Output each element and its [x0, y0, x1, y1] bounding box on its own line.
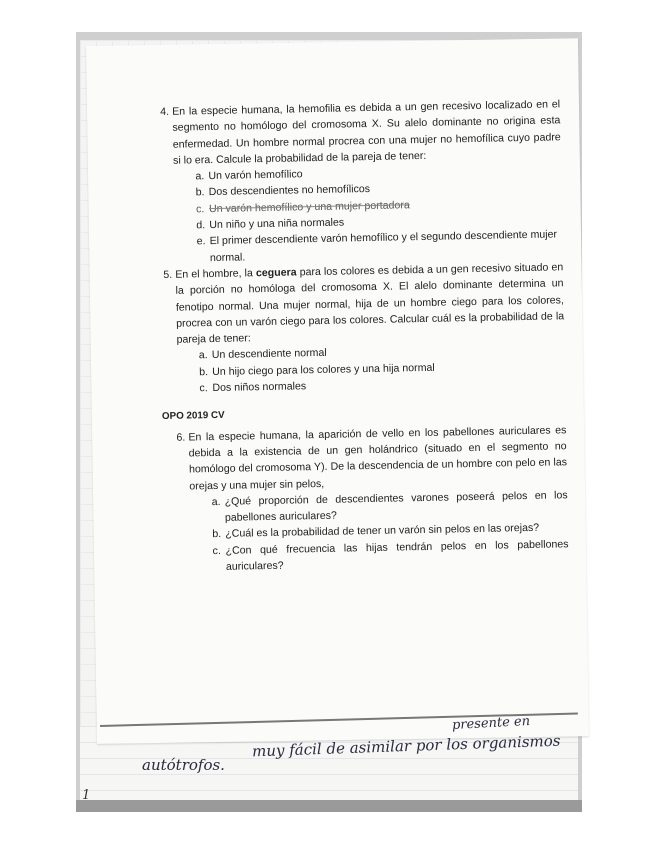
- option-letter: a.: [211, 495, 221, 508]
- question-number: 5.: [163, 268, 173, 281]
- question-text: En la especie humana, la aparición de vello en los pabellones auriculares es debida a la existencia de un gen holándrico (situado en el segmento no homólogo del cromosoma Y). De la descendencia de un hombre con pelo en las orejas y una mujer sin pelos,: [188, 423, 568, 493]
- text-segment: para los colores es debida a un gen recesivo situado en la porción no homóloga del cromosoma X. El alelo dominante determina un fenotipo normal. Una mujer normal, hija de un hombre ciego para los colores, procrea con un varón ciego para los colores. Calcular cuál es la probabilidad de la pareja de tener:: [175, 261, 565, 346]
- option-letter: c.: [212, 544, 221, 557]
- option-text: Un varón hemofílico: [208, 168, 303, 183]
- option-letter: b.: [195, 186, 205, 199]
- question-4-options: [195, 161, 563, 266]
- option-letter: b.: [212, 528, 222, 541]
- option-text: ¿Con qué frecuencia las hijas tendrán pelos en los pabellones auriculares?: [225, 537, 569, 573]
- option-text: ¿Qué proporción de descendientes varones poseerá pelos en los pabellones auriculares?: [224, 489, 568, 524]
- option-letter: c.: [199, 382, 208, 395]
- option-text: Un niño y una niña normales: [209, 216, 345, 232]
- option-letter: e.: [196, 235, 206, 248]
- question-5-options: [199, 341, 566, 397]
- section-header: OPO 2019 CV: [161, 410, 225, 423]
- handwriting-line-1: presente en: [451, 713, 531, 734]
- option-letter: d.: [196, 219, 206, 232]
- option-text: ¿Cuál es la probabilidad de tener un varón sin pelos en las orejas?: [225, 522, 540, 541]
- question-6-options: [211, 487, 568, 575]
- option-text: Un varón hemofílico y una mujer portadora: [208, 199, 410, 215]
- option-letter: b.: [199, 365, 209, 379]
- handwriting-line-2: muy fácil de asimilar por los organismos: [251, 731, 561, 761]
- question-5: [163, 259, 564, 348]
- option-text: Dos niños normales: [212, 380, 307, 395]
- option-text: Dos descendientes no hemofílicos: [208, 183, 371, 199]
- question-number: 6.: [176, 431, 186, 444]
- option-letter: a.: [195, 170, 205, 183]
- handwriting-line-3: autótrofos.: [142, 756, 225, 774]
- option-text: Un descendiente normal: [211, 347, 327, 362]
- option-text: El primer descendiente varón hemofílico y el segundo descendiente mujer normal.: [209, 228, 558, 264]
- document-content: [160, 96, 569, 576]
- option-text: Un hijo ciego para los colores y una hija normal: [212, 361, 435, 378]
- question-number: 4.: [160, 105, 170, 118]
- photo-edge: [76, 800, 582, 812]
- option-letter: a.: [198, 349, 208, 362]
- question-text: En la especie humana, la hemofilia es debida a un gen recesivo localizado en el segmento no homólogo del cromosoma X. Su alelo dominante no origina esta enfermedad. Un hombre normal procrea con una mujer no hemofílica cuyo padre si lo era. Calcule la probabilidad de la pareja de tener:: [172, 98, 561, 167]
- question-text: [175, 259, 564, 348]
- bold-term: ceguera: [255, 266, 297, 280]
- text-segment: En el hombre, la: [175, 267, 257, 281]
- option: [212, 536, 569, 575]
- question-6: [176, 422, 567, 495]
- option-letter: c.: [195, 202, 205, 216]
- question-4: [160, 96, 561, 169]
- page-number: 1: [82, 788, 91, 803]
